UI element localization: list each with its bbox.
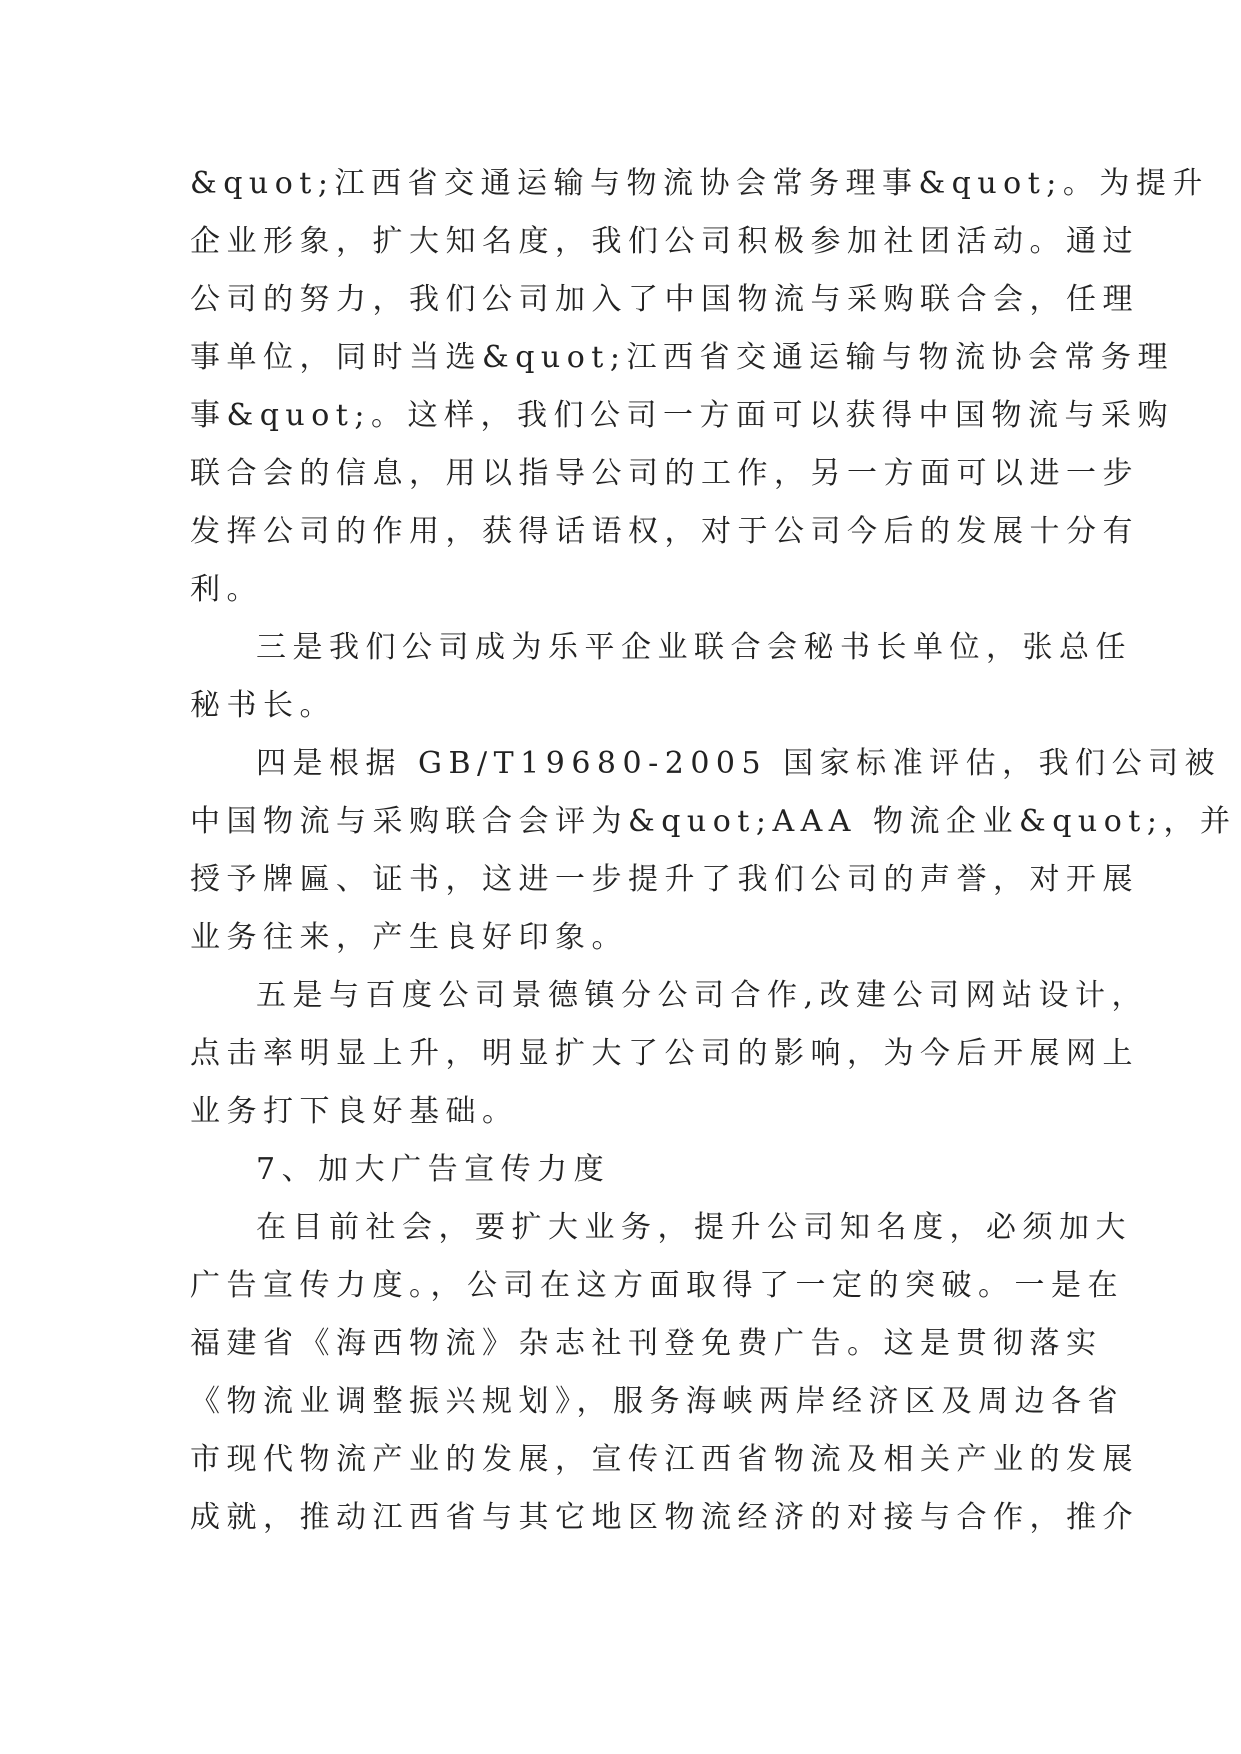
text-line: 授予牌匾、证书，这进一步提升了我们公司的声誉，对开展 — [190, 862, 1139, 897]
document-body — [190, 155, 1237, 1547]
text-line: 福建省《海西物流》杂志社刊登免费广告。这是贯彻落实 — [190, 1326, 1103, 1361]
text-line: 公司的努力，我们公司加入了中国物流与采购联合会，任理 — [190, 282, 1139, 317]
text-line: 四是根据 GB/T19680-2005 国家标准评估，我们公司被 — [256, 746, 1222, 781]
text-line: 事单位，同时当选&quot;江西省交通运输与物流协会常务理 — [190, 340, 1174, 375]
text-line: 三是我们公司成为乐平企业联合会秘书长单位，张总任 — [256, 630, 1132, 665]
text-line: 发挥公司的作用，获得话语权，对于公司今后的发展十分有 — [190, 514, 1139, 549]
text-line: 联合会的信息，用以指导公司的工作，另一方面可以进一步 — [190, 456, 1139, 491]
text-line: 事&quot;。这样，我们公司一方面可以获得中国物流与采购 — [190, 398, 1174, 433]
text-line: &quot;江西省交通运输与物流协会常务理事&quot;。为提升 — [190, 166, 1209, 201]
text-line: 成就，推动江西省与其它地区物流经济的对接与合作，推介 — [190, 1500, 1139, 1535]
text-line: 广告宣传力度。，公司在这方面取得了一定的突破。一是在 — [190, 1268, 1124, 1303]
text-line: 《物流业调整振兴规划》，服务海峡两岸经济区及周边各省 — [190, 1384, 1124, 1419]
text-line: 企业形象，扩大知名度，我们公司积极参加社团活动。通过 — [190, 224, 1139, 259]
text-line: 秘书长。 — [190, 688, 336, 723]
text-line: 业务往来，产生良好印象。 — [190, 920, 628, 955]
text-line: 点击率明显上升，明显扩大了公司的影响，为今后开展网上 — [190, 1036, 1139, 1071]
text-line: 业务打下良好基础。 — [190, 1094, 519, 1129]
text-line: 7、加大广告宣传力度 — [256, 1152, 611, 1187]
text-line: 市现代物流产业的发展，宣传江西省物流及相关产业的发展 — [190, 1442, 1139, 1477]
text-line: 利。 — [190, 572, 263, 607]
text-line: 中国物流与采购联合会评为&quot;AAA 物流企业&quot;，并 — [190, 804, 1237, 839]
text-line: 五是与百度公司景德镇分公司合作,改建公司网站设计， — [256, 978, 1149, 1013]
text-line: 在目前社会，要扩大业务，提升公司知名度，必须加大 — [256, 1210, 1132, 1245]
